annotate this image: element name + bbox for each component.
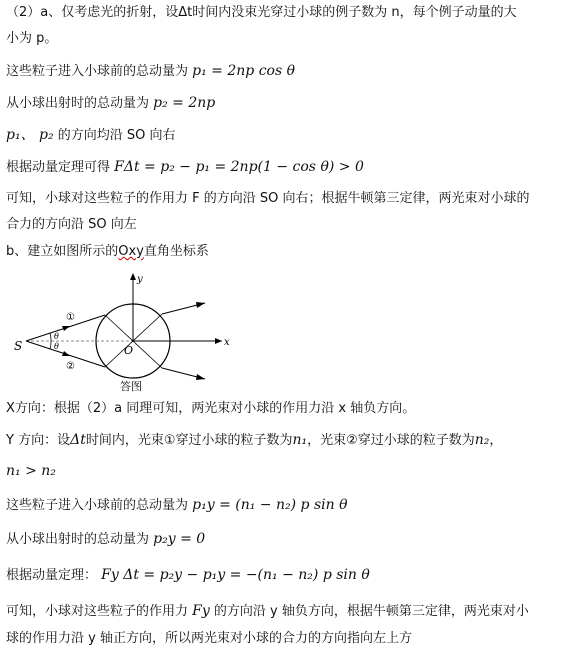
line-9 bbox=[6, 243, 561, 261]
x-axis-arrow bbox=[215, 338, 222, 344]
line-9-oxy: Oxy bbox=[118, 244, 144, 259]
beam-1-arrow bbox=[62, 326, 70, 331]
theta-arc-2 bbox=[50, 341, 51, 349]
theta-arc-1 bbox=[50, 333, 51, 341]
label-theta-2: θ bbox=[54, 342, 59, 351]
line-15-math: Fy Δt = p₂y − p₁y = −(n₁ − n₂) p sin θ bbox=[101, 567, 370, 583]
line-17: 球的作用力沿 y 轴正方向，所以两光束对小球的合力的方向指向左上方 bbox=[6, 631, 412, 646]
line-7: 可知，小球对这些粒子的作用力 F 的方向沿 SO 向右；根据牛顿第三定律，两光束对小球的 bbox=[6, 191, 530, 206]
line-5-text: 的方向均沿 SO 向右 bbox=[57, 128, 176, 143]
label-s: S bbox=[14, 339, 23, 353]
line-11-mid: 时间内，光束①穿过小球的粒子数为 bbox=[85, 433, 293, 448]
line-9-post: 直角坐标系 bbox=[143, 244, 209, 259]
line-4-math: p₂ = 2np bbox=[153, 95, 216, 111]
y-axis-arrow bbox=[130, 273, 136, 280]
coordinate-figure bbox=[0, 268, 567, 398]
line-14-text: 从小球出射时的总动量为 bbox=[6, 532, 150, 547]
beam-2-out-arrow bbox=[196, 302, 205, 308]
line-11-dt: Δt bbox=[70, 432, 86, 448]
line-16-math: Fy bbox=[192, 603, 210, 619]
line-13 bbox=[6, 496, 561, 515]
line-11-pre: Y 方向：设 bbox=[6, 433, 71, 448]
label-o: O bbox=[124, 344, 134, 357]
beam-2-arrow bbox=[62, 351, 70, 356]
figure-caption: 答图 bbox=[120, 380, 142, 393]
label-theta-1: θ bbox=[54, 332, 59, 341]
line-16 bbox=[6, 602, 561, 621]
line-6-text: 根据动量定理可得 bbox=[6, 160, 111, 175]
label-x: x bbox=[224, 337, 230, 348]
line-14 bbox=[6, 530, 561, 549]
line-4-text: 从小球出射时的总动量为 bbox=[6, 96, 150, 111]
line-13-math: p₁y = (n₁ − n₂) p sin θ bbox=[192, 497, 348, 513]
line-2: 小为 p。 bbox=[6, 31, 58, 46]
line-12-math: n₁ > n₂ bbox=[6, 463, 56, 479]
line-3-math: p₁ = 2np cos θ bbox=[192, 63, 296, 79]
line-15 bbox=[6, 566, 561, 585]
line-10: X方向：根据（2）a 同理可知，两光束对小球的作用力沿 x 轴负方向。 bbox=[6, 401, 416, 416]
line-11-n2: n₂ bbox=[474, 432, 490, 448]
label-beam-1: ① bbox=[66, 312, 75, 323]
line-5 bbox=[6, 126, 561, 145]
line-11-mid2: ，光束②穿过小球的粒子数为 bbox=[307, 433, 475, 448]
line-6-math: FΔt = p₂ − p₁ = 2np(1 − cos θ) > 0 bbox=[114, 159, 364, 175]
line-16-pre: 可知，小球对这些粒子的作用力 bbox=[6, 604, 189, 619]
label-beam-2: ② bbox=[66, 361, 75, 372]
line-3-text: 这些粒子进入小球前的总动量为 bbox=[6, 64, 189, 79]
line-16-post: 的方向沿 y 轴负方向，根据牛顿第三定律，两光束对小 bbox=[213, 604, 529, 619]
line-13-text: 这些粒子进入小球前的总动量为 bbox=[6, 498, 189, 513]
line-3 bbox=[6, 62, 561, 81]
line-1: （2）a、仅考虑光的折射，设Δt时间内没束光穿过小球的例子数为 n，每个例子动量的大 bbox=[6, 5, 517, 20]
line-5-math: p₁、 p₂ bbox=[6, 127, 54, 143]
line-11-n1: n₁ bbox=[292, 432, 308, 448]
line-8: 合力的方向沿 SO 向左 bbox=[6, 217, 137, 232]
beam-1-out-arrow bbox=[196, 374, 205, 380]
label-y: y bbox=[137, 274, 143, 285]
line-11-end: ， bbox=[489, 433, 503, 448]
line-15-text: 根据动量定理： bbox=[6, 568, 98, 583]
line-6 bbox=[6, 158, 561, 177]
line-4 bbox=[6, 94, 561, 113]
line-12 bbox=[6, 462, 561, 481]
line-14-math: p₂y = 0 bbox=[153, 531, 206, 547]
line-9-pre: b、建立如图所示的 bbox=[6, 244, 119, 259]
line-11 bbox=[6, 431, 561, 450]
